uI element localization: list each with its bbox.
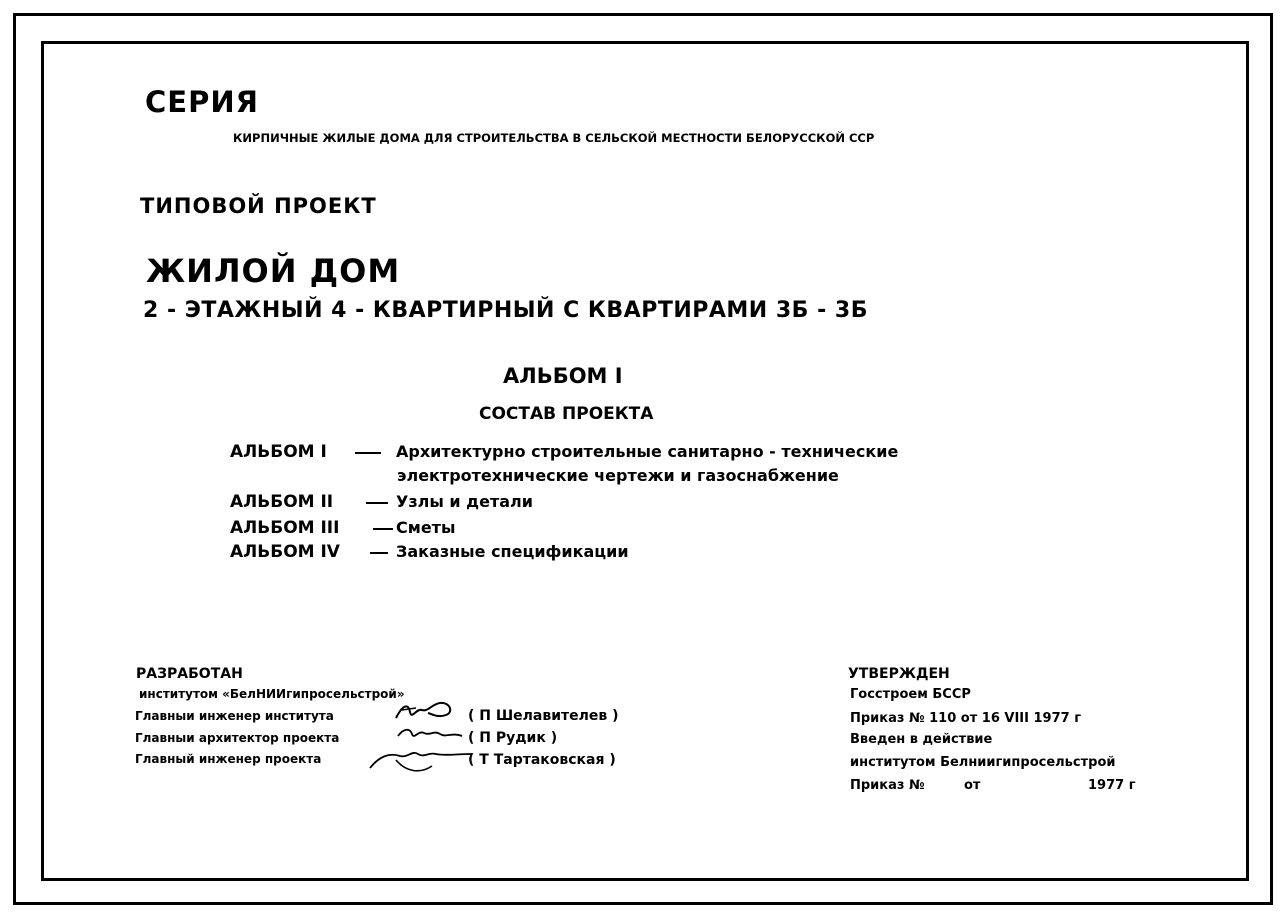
album-description: Сметы xyxy=(396,518,456,537)
approved-line: Госстроем БССР xyxy=(850,687,971,702)
approved-label: УТВЕРЖДЕН xyxy=(848,666,950,682)
dash xyxy=(370,552,388,554)
album-label: АЛЬБОМ III xyxy=(230,518,340,538)
approved-line: Приказ № 110 от 16 VIII 1977 г xyxy=(850,711,1082,726)
staff-name: ( П Рудик ) xyxy=(468,730,558,746)
approved-line: институтом Белниигипросельстрой xyxy=(850,755,1116,770)
signature-rudik xyxy=(396,724,468,744)
developed-label: РАЗРАБОТАН xyxy=(136,666,243,682)
dash xyxy=(366,502,388,504)
staff-role: Главныи архитектор проекта xyxy=(135,731,340,745)
album-description: Узлы и детали xyxy=(396,492,533,511)
signature-shelavitelev xyxy=(392,698,462,724)
album-description: Заказные спецификации xyxy=(396,542,629,561)
dash xyxy=(355,452,381,454)
composition-heading: СОСТАВ ПРОЕКТА xyxy=(479,404,654,424)
staff-name: ( П Шелавителев ) xyxy=(468,708,619,724)
series-label: СЕРИЯ xyxy=(145,85,259,119)
staff-role: Главный инженер проекта xyxy=(135,752,322,766)
album-description: Архитектурно строительные санитарно - технические xyxy=(396,442,899,461)
project-type: ТИПОВОЙ ПРОЕКТ xyxy=(140,194,377,218)
approved-order-prefix: Приказ № xyxy=(850,778,925,793)
album-label: АЛЬБОМ I xyxy=(230,442,327,462)
staff-name: ( Т Тартаковская ) xyxy=(468,752,616,768)
album-label: АЛЬБОМ II xyxy=(230,492,334,512)
series-subtitle: КИРПИЧНЫЕ ЖИЛЫЕ ДОМА ДЛЯ СТРОИТЕЛЬСТВА В СЕЛЬСКОЙ МЕСТНОСТИ БЕЛОРУССКОЙ ССР xyxy=(233,131,875,145)
signature-tartakovskaya xyxy=(366,744,476,776)
house-title: ЖИЛОЙ ДОМ xyxy=(146,252,401,290)
approved-line: Введен в действие xyxy=(850,732,993,747)
approved-order-from: от xyxy=(964,778,981,793)
house-subtitle: 2 - ЭТАЖНЫЙ 4 - КВАРТИРНЫЙ С КВАРТИРАМИ 3Б - 3Б xyxy=(143,298,868,323)
developed-institute: институтом «БелНИИгипросельстрой» xyxy=(139,687,405,701)
album-heading: АЛЬБОМ I xyxy=(503,364,623,388)
approved-order-year: 1977 г xyxy=(1088,778,1136,793)
staff-role: Главныи инженер института xyxy=(135,709,334,723)
album-description-continued: электротехнические чертежи и газоснабжение xyxy=(397,466,839,485)
album-label: АЛЬБОМ IV xyxy=(230,542,340,562)
dash xyxy=(373,528,393,530)
